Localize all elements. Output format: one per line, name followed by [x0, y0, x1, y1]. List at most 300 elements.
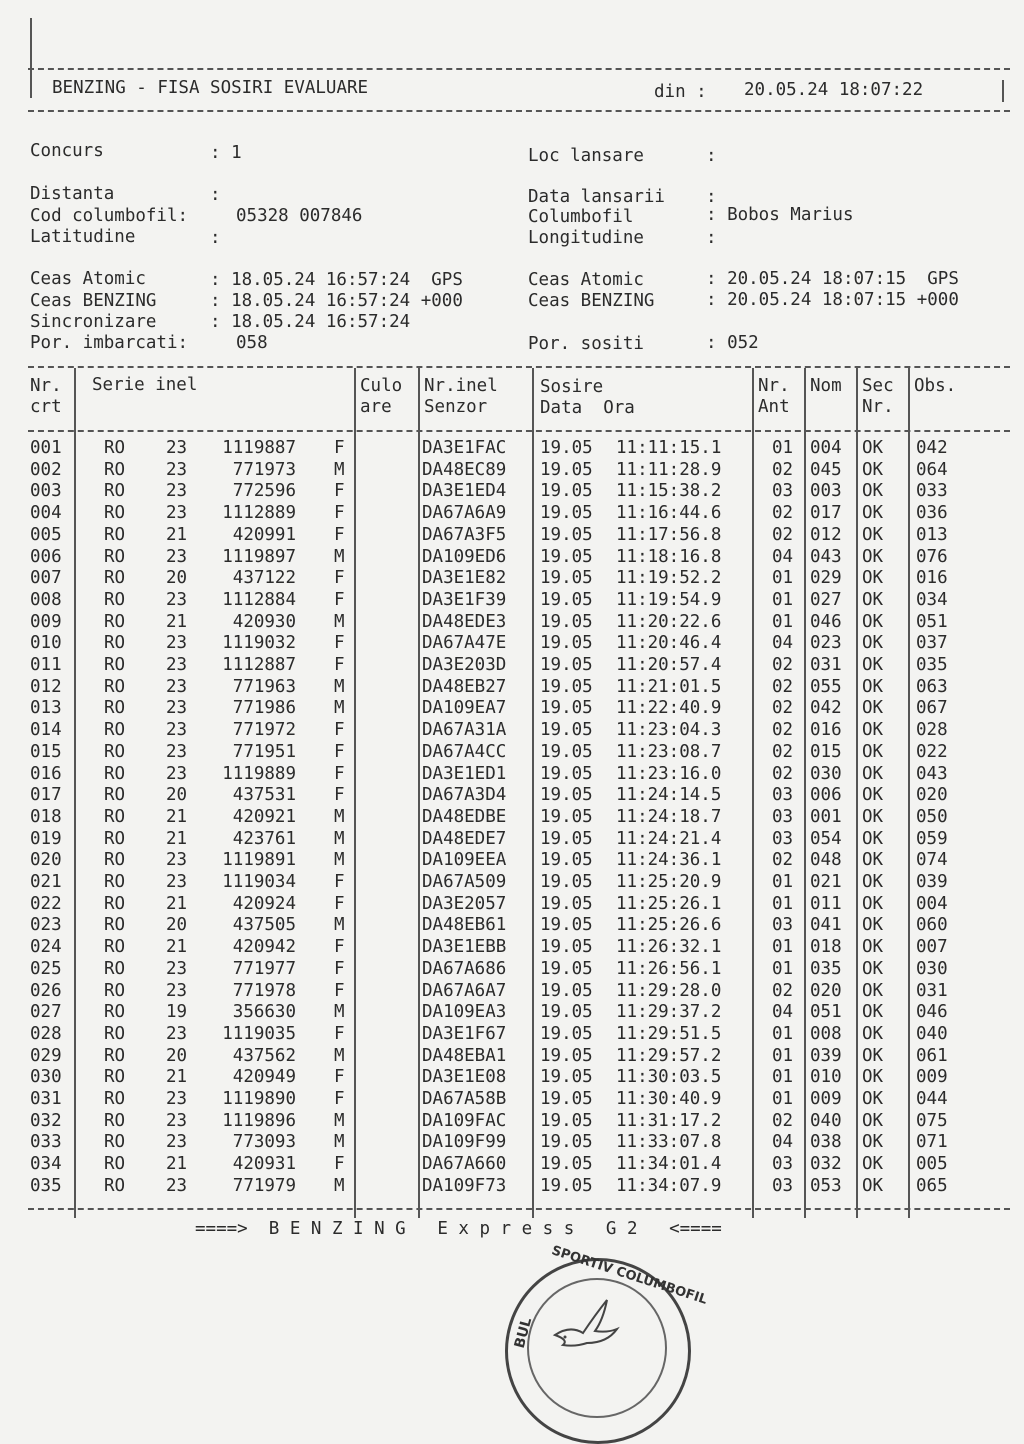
- col-nr-line2: crt: [30, 397, 62, 417]
- cell-obs: 030: [916, 958, 948, 979]
- cell-country: RO: [104, 872, 126, 892]
- din-value: 20.05.24 18:07:22: [744, 80, 924, 100]
- cell-ring: 1112887: [222, 655, 296, 675]
- cell-sensor: DA109ED6: [422, 546, 507, 567]
- cell-country: RO: [104, 589, 126, 610]
- cod-label: Cod columbofil:: [30, 206, 189, 226]
- cell-year: 23: [166, 1132, 188, 1153]
- cell-obs: 075: [916, 1110, 948, 1131]
- cell-date: 19.05: [540, 1110, 593, 1131]
- dove-icon: [545, 1295, 625, 1355]
- cell-country: RO: [104, 937, 126, 958]
- cell-sensor: DA48EDE3: [422, 611, 507, 632]
- cell-year: 21: [166, 611, 188, 632]
- cell-date: 19.05: [540, 763, 593, 784]
- cell-obs: 065: [916, 1175, 948, 1196]
- sositi-label: Por. sositi: [528, 334, 644, 354]
- cell-time: 11:29:37.2: [616, 1002, 722, 1023]
- cell-ant: 02: [772, 763, 794, 784]
- cell-ant: 01: [772, 958, 794, 979]
- cell-nom: 032: [810, 1154, 842, 1175]
- cell-sec: OK: [862, 611, 884, 632]
- cell-sex: M: [334, 676, 345, 697]
- cell-date: 19.05: [540, 872, 593, 892]
- cell-sec: OK: [862, 524, 884, 545]
- cell-time: 11:15:38.2: [616, 481, 722, 502]
- cell-nr: 033: [30, 1132, 62, 1153]
- longitudine-label: Longitudine: [528, 228, 644, 248]
- cell-ring: 1112884: [222, 589, 296, 610]
- cell-ant: 01: [772, 438, 794, 458]
- cell-year: 23: [166, 676, 188, 697]
- cell-sex: F: [334, 438, 345, 458]
- cell-country: RO: [104, 438, 126, 458]
- sep-sosire: [752, 368, 754, 1218]
- cell-country: RO: [104, 633, 126, 654]
- cell-date: 19.05: [540, 503, 593, 524]
- cell-obs: 034: [916, 589, 948, 610]
- cell-time: 11:30:03.5: [616, 1067, 722, 1088]
- cell-year: 21: [166, 1067, 188, 1088]
- cell-nr: 022: [30, 893, 62, 914]
- cell-obs: 009: [916, 1067, 948, 1088]
- cell-ant: 02: [772, 850, 794, 871]
- cell-sec: OK: [862, 676, 884, 697]
- cell-sex: F: [334, 1023, 345, 1044]
- cell-sensor: DA3E1FAC: [422, 438, 507, 458]
- cell-time: 11:24:36.1: [616, 850, 722, 871]
- cell-sensor: DA48EBA1: [422, 1045, 507, 1066]
- cell-year: 23: [166, 850, 188, 871]
- cell-sensor: DA48EB27: [422, 676, 507, 697]
- concurs-value: : 1: [210, 143, 242, 163]
- cell-nr: 021: [30, 872, 62, 892]
- cell-year: 23: [166, 763, 188, 784]
- cell-nr: 002: [30, 459, 62, 480]
- cell-nr: 010: [30, 633, 62, 654]
- cell-sex: F: [334, 1089, 345, 1109]
- cell-sex: M: [334, 611, 345, 632]
- cell-date: 19.05: [540, 1002, 593, 1023]
- latitudine-value: :: [210, 228, 221, 248]
- din-label: din :: [654, 82, 707, 102]
- stamp-text-left: BUL: [511, 1315, 536, 1351]
- cell-sensor: DA109FAC: [422, 1110, 507, 1131]
- cell-date: 19.05: [540, 655, 593, 675]
- cell-sec: OK: [862, 937, 884, 958]
- cell-sensor: DA67A4CC: [422, 741, 507, 762]
- cell-ring: 1119035: [222, 1023, 296, 1044]
- cell-ring: 773093: [232, 1132, 296, 1153]
- sep-nr: [74, 368, 76, 1218]
- cell-date: 19.05: [540, 915, 593, 936]
- cell-sex: F: [334, 741, 345, 762]
- cell-country: RO: [104, 676, 126, 697]
- cell-sensor: DA109EA7: [422, 698, 507, 719]
- cell-year: 21: [166, 1154, 188, 1175]
- cell-obs: 033: [916, 481, 948, 502]
- cell-nr: 006: [30, 546, 62, 567]
- cell-nr: 003: [30, 481, 62, 502]
- cell-sex: F: [334, 655, 345, 675]
- cell-time: 11:25:26.1: [616, 893, 722, 914]
- cell-nr: 015: [30, 741, 62, 762]
- cell-year: 23: [166, 1023, 188, 1044]
- cell-date: 19.05: [540, 785, 593, 806]
- cell-year: 21: [166, 937, 188, 958]
- table-top-border: [28, 366, 1010, 368]
- cell-ant: 01: [772, 1067, 794, 1088]
- col-nr-line1: Nr.: [30, 376, 62, 396]
- cell-time: 11:26:32.1: [616, 937, 722, 958]
- cell-nom: 046: [810, 611, 842, 632]
- cell-ant: 01: [772, 611, 794, 632]
- data-lansarii-value: :: [706, 187, 717, 207]
- col-ant-line1: Nr.: [758, 376, 790, 396]
- cell-sex: M: [334, 698, 345, 719]
- concurs-label: Concurs: [30, 141, 104, 161]
- cell-ring: 1119891: [222, 850, 296, 871]
- cell-nr: 032: [30, 1110, 62, 1131]
- col-nom: Nom: [810, 376, 842, 396]
- cell-country: RO: [104, 980, 126, 1001]
- imbarcati-label: Por. imbarcati:: [30, 333, 189, 353]
- col-culo-line2: are: [360, 397, 392, 417]
- cell-sex: M: [334, 1110, 345, 1131]
- cell-ant: 01: [772, 872, 794, 892]
- cell-ring: 1119034: [222, 872, 296, 892]
- cell-sex: F: [334, 1067, 345, 1088]
- cell-nom: 030: [810, 763, 842, 784]
- cell-sex: M: [334, 1175, 345, 1196]
- cell-sensor: DA109EA3: [422, 1002, 507, 1023]
- cell-ring: 1119887: [222, 438, 296, 458]
- cell-nom: 015: [810, 741, 842, 762]
- cell-nr: 012: [30, 676, 62, 697]
- cell-obs: 071: [916, 1132, 948, 1153]
- cell-time: 11:29:51.5: [616, 1023, 722, 1044]
- cell-ring: 771963: [232, 676, 296, 697]
- cell-nom: 018: [810, 937, 842, 958]
- cell-sex: M: [334, 546, 345, 567]
- cell-sex: F: [334, 568, 345, 589]
- ceas-atomic-left: : 18.05.24 16:57:24 GPS: [210, 270, 463, 290]
- cell-sec: OK: [862, 568, 884, 589]
- left-mark: [30, 18, 32, 98]
- cell-time: 11:20:57.4: [616, 655, 722, 675]
- cell-date: 19.05: [540, 828, 593, 849]
- cell-nom: 023: [810, 633, 842, 654]
- cell-ring: 771973: [232, 459, 296, 480]
- cell-sec: OK: [862, 459, 884, 480]
- cell-ant: 04: [772, 1002, 794, 1023]
- cell-ring: 437562: [232, 1045, 296, 1066]
- cell-nom: 031: [810, 655, 842, 675]
- cell-nr: 018: [30, 806, 62, 827]
- cell-date: 19.05: [540, 1089, 593, 1109]
- cell-year: 19: [166, 1002, 188, 1023]
- cell-sec: OK: [862, 438, 884, 458]
- cell-sensor: DA67A509: [422, 872, 507, 892]
- cell-date: 19.05: [540, 1175, 593, 1196]
- cell-ant: 01: [772, 1023, 794, 1044]
- cell-time: 11:34:01.4: [616, 1154, 722, 1175]
- cell-sensor: DA67A660: [422, 1154, 507, 1175]
- cell-obs: 074: [916, 850, 948, 871]
- cell-ring: 771972: [232, 720, 296, 741]
- cell-obs: 039: [916, 872, 948, 892]
- sep-culo: [418, 368, 420, 1218]
- cell-obs: 061: [916, 1045, 948, 1066]
- cell-country: RO: [104, 1023, 126, 1044]
- cell-country: RO: [104, 1175, 126, 1196]
- cell-nr: 025: [30, 958, 62, 979]
- cell-nr: 029: [30, 1045, 62, 1066]
- cell-date: 19.05: [540, 1154, 593, 1175]
- cell-obs: 037: [916, 633, 948, 654]
- cell-time: 11:33:07.8: [616, 1132, 722, 1153]
- table-header-bottom-border: [28, 430, 1010, 432]
- cell-nom: 040: [810, 1110, 842, 1131]
- cell-nom: 039: [810, 1045, 842, 1066]
- cell-sensor: DA3E2057: [422, 893, 507, 914]
- cell-country: RO: [104, 524, 126, 545]
- footer-banner: ====> B E N Z I N G E x p r e s s G 2 <====: [195, 1219, 722, 1239]
- cell-sec: OK: [862, 893, 884, 914]
- cell-ring: 771978: [232, 980, 296, 1001]
- col-ant-line2: Ant: [758, 397, 790, 417]
- cell-obs: 004: [916, 893, 948, 914]
- ceas-benzing-right-label: Ceas BENZING: [528, 291, 655, 311]
- cell-ant: 02: [772, 524, 794, 545]
- cell-sensor: DA67A3F5: [422, 524, 507, 545]
- cell-year: 21: [166, 524, 188, 545]
- cell-nom: 020: [810, 980, 842, 1001]
- cell-ring: 420921: [232, 806, 296, 827]
- cell-ant: 02: [772, 1110, 794, 1131]
- cell-country: RO: [104, 1045, 126, 1066]
- cell-date: 19.05: [540, 698, 593, 719]
- cell-date: 19.05: [540, 850, 593, 871]
- cell-nom: 011: [810, 893, 842, 914]
- cell-time: 11:31:17.2: [616, 1110, 722, 1131]
- cell-time: 11:17:56.8: [616, 524, 722, 545]
- cell-sex: F: [334, 1154, 345, 1175]
- cell-ant: 02: [772, 459, 794, 480]
- cell-ring: 1119032: [222, 633, 296, 654]
- cell-nom: 001: [810, 806, 842, 827]
- cell-sex: F: [334, 785, 345, 806]
- cell-sec: OK: [862, 1045, 884, 1066]
- stamp-text-top: SPORTIV COLUMBOFIL: [549, 1243, 709, 1308]
- cell-nr: 024: [30, 937, 62, 958]
- cell-sensor: DA48EDE7: [422, 828, 507, 849]
- cell-nr: 020: [30, 850, 62, 871]
- cell-obs: 040: [916, 1023, 948, 1044]
- cell-time: 11:26:56.1: [616, 958, 722, 979]
- cell-sex: F: [334, 481, 345, 502]
- cell-nr: 013: [30, 698, 62, 719]
- cell-sensor: DA3E1F39: [422, 589, 507, 610]
- cell-sex: M: [334, 915, 345, 936]
- sep-senzor: [532, 368, 534, 1218]
- cell-ant: 02: [772, 980, 794, 1001]
- cell-sec: OK: [862, 589, 884, 610]
- cell-nr: 004: [30, 503, 62, 524]
- cell-ring: 1119897: [222, 546, 296, 567]
- cell-date: 19.05: [540, 1132, 593, 1153]
- top-border: [28, 68, 1010, 70]
- cell-sex: M: [334, 828, 345, 849]
- cell-sensor: DA67A686: [422, 958, 507, 979]
- longitudine-value: :: [706, 228, 717, 248]
- cell-sex: F: [334, 893, 345, 914]
- cell-year: 23: [166, 459, 188, 480]
- columbofil-value: : Bobos Marius: [706, 205, 854, 225]
- cell-year: 23: [166, 958, 188, 979]
- cell-country: RO: [104, 698, 126, 719]
- cell-sex: M: [334, 850, 345, 871]
- cell-obs: 007: [916, 937, 948, 958]
- sep-serie: [354, 368, 356, 1218]
- cell-date: 19.05: [540, 980, 593, 1001]
- cell-ant: 03: [772, 828, 794, 849]
- cell-ring: 1112889: [222, 503, 296, 524]
- cell-sensor: DA67A6A9: [422, 503, 507, 524]
- cell-ring: 772596: [232, 481, 296, 502]
- cell-year: 23: [166, 720, 188, 741]
- ceas-benzing-right: : 20.05.24 18:07:15 +000: [706, 290, 959, 310]
- sositi-value: : 052: [706, 333, 759, 353]
- cell-ant: 03: [772, 785, 794, 806]
- col-senzor-line1: Nr.inel: [424, 376, 498, 396]
- cell-obs: 031: [916, 980, 948, 1001]
- col-culo-line1: Culo: [360, 376, 403, 396]
- cell-nom: 043: [810, 546, 842, 567]
- cell-nr: 035: [30, 1175, 62, 1196]
- cell-ant: 04: [772, 1132, 794, 1153]
- cell-sex: F: [334, 980, 345, 1001]
- cell-sensor: DA48EC89: [422, 459, 507, 480]
- cell-nom: 053: [810, 1175, 842, 1196]
- cell-sex: M: [334, 1002, 345, 1023]
- cell-year: 23: [166, 1175, 188, 1196]
- cell-obs: 042: [916, 438, 948, 458]
- loc-label: Loc lansare: [528, 146, 644, 166]
- cell-time: 11:11:15.1: [616, 438, 722, 458]
- cell-nr: 019: [30, 828, 62, 849]
- cell-year: 20: [166, 1045, 188, 1066]
- cell-date: 19.05: [540, 459, 593, 480]
- cell-time: 11:34:07.9: [616, 1175, 722, 1196]
- cell-country: RO: [104, 459, 126, 480]
- cell-ring: 771951: [232, 741, 296, 762]
- cell-country: RO: [104, 1110, 126, 1131]
- ceas-benzing-left: : 18.05.24 16:57:24 +000: [210, 291, 463, 311]
- cell-sec: OK: [862, 1023, 884, 1044]
- cell-date: 19.05: [540, 438, 593, 458]
- cell-date: 19.05: [540, 741, 593, 762]
- cell-nom: 029: [810, 568, 842, 589]
- cell-year: 23: [166, 1110, 188, 1131]
- cell-sex: F: [334, 633, 345, 654]
- cell-sec: OK: [862, 655, 884, 675]
- cell-sex: F: [334, 763, 345, 784]
- cell-year: 23: [166, 633, 188, 654]
- cell-year: 20: [166, 568, 188, 589]
- cell-ant: 01: [772, 589, 794, 610]
- cell-nom: 009: [810, 1089, 842, 1109]
- col-sec-line2: Nr.: [862, 397, 894, 417]
- cell-ant: 03: [772, 481, 794, 502]
- distanta-label: Distanta: [30, 184, 115, 204]
- cell-year: 23: [166, 655, 188, 675]
- cell-date: 19.05: [540, 568, 593, 589]
- cell-sec: OK: [862, 1175, 884, 1196]
- cell-sensor: DA3E1EBB: [422, 937, 507, 958]
- cell-year: 23: [166, 698, 188, 719]
- cell-ring: 1119890: [222, 1089, 296, 1109]
- cell-sec: OK: [862, 1002, 884, 1023]
- title-bottom-border: [28, 110, 1010, 112]
- document-title: BENZING - FISA SOSIRI EVALUARE: [52, 78, 369, 98]
- cell-nom: 054: [810, 828, 842, 849]
- cell-obs: 035: [916, 655, 948, 675]
- columbofil-label: Columbofil: [528, 207, 634, 227]
- cell-country: RO: [104, 481, 126, 502]
- cell-country: RO: [104, 568, 126, 589]
- cell-sex: F: [334, 589, 345, 610]
- cell-ring: 437122: [232, 568, 296, 589]
- cell-obs: 063: [916, 676, 948, 697]
- cell-sec: OK: [862, 1132, 884, 1153]
- cell-ant: 03: [772, 915, 794, 936]
- cell-country: RO: [104, 655, 126, 675]
- cell-nom: 048: [810, 850, 842, 871]
- cell-ant: 02: [772, 720, 794, 741]
- cell-nom: 051: [810, 1002, 842, 1023]
- cell-country: RO: [104, 893, 126, 914]
- cell-ant: 02: [772, 655, 794, 675]
- cell-date: 19.05: [540, 546, 593, 567]
- cell-year: 20: [166, 785, 188, 806]
- cell-nr: 009: [30, 611, 62, 632]
- cell-nr: 028: [30, 1023, 62, 1044]
- cell-country: RO: [104, 503, 126, 524]
- cell-nom: 055: [810, 676, 842, 697]
- cell-year: 21: [166, 828, 188, 849]
- cell-sec: OK: [862, 980, 884, 1001]
- cell-sensor: DA3E1ED4: [422, 481, 507, 502]
- cell-nr: 007: [30, 568, 62, 589]
- cell-date: 19.05: [540, 1045, 593, 1066]
- imbarcati-value: 058: [236, 333, 268, 353]
- cell-ant: 01: [772, 1045, 794, 1066]
- cell-ant: 01: [772, 1089, 794, 1109]
- sincronizare-label: Sincronizare: [30, 312, 157, 332]
- cell-obs: 060: [916, 915, 948, 936]
- cell-sensor: DA3E1E82: [422, 568, 507, 589]
- cell-ring: 420942: [232, 937, 296, 958]
- cell-sensor: DA3E1F67: [422, 1023, 507, 1044]
- cell-obs: 036: [916, 503, 948, 524]
- cell-nr: 008: [30, 589, 62, 610]
- cell-nr: 016: [30, 763, 62, 784]
- cell-sensor: DA48EDBE: [422, 806, 507, 827]
- cell-sec: OK: [862, 698, 884, 719]
- cell-date: 19.05: [540, 524, 593, 545]
- cell-time: 11:29:57.2: [616, 1045, 722, 1066]
